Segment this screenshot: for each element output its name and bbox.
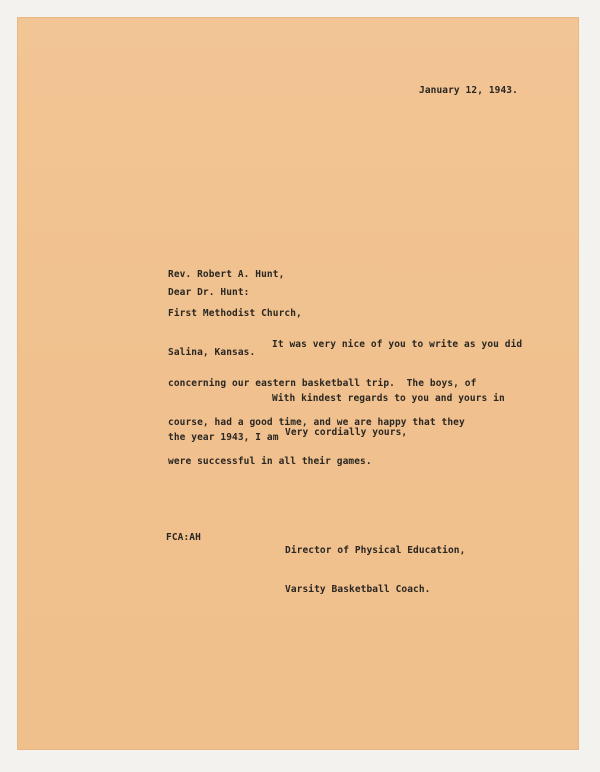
body-paragraph-2 <box>168 366 505 470</box>
recipient-city: Salina, Kansas. <box>168 347 256 358</box>
signer-title-2: Varsity Basketball Coach. <box>285 584 431 595</box>
reference-initials: FCA:AH <box>166 532 201 543</box>
recipient-organization: First Methodist Church, <box>168 308 302 319</box>
signature-block <box>285 518 465 622</box>
paragraph-line: It was very nice of you to write as you did <box>272 339 523 350</box>
paragraph-line: With kindest regards to you and yours in <box>272 393 505 404</box>
signer-title-1: Director of Physical Education, <box>285 545 466 556</box>
paragraph-line: course, had a good time, and we are happy that they <box>168 417 465 428</box>
letter-page <box>18 18 578 749</box>
letter-date: January 12, 1943. <box>419 85 518 96</box>
salutation: Dear Dr. Hunt: <box>168 287 250 298</box>
complimentary-closing: Very cordially yours, <box>285 427 408 438</box>
recipient-name: Rev. Robert A. Hunt, <box>168 269 285 280</box>
paragraph-line: the year 1943, I am <box>168 432 279 443</box>
paragraph-line: concerning our eastern basketball trip. The boys, of <box>168 378 477 389</box>
paragraph-line: were successful in all their games. <box>168 456 372 467</box>
